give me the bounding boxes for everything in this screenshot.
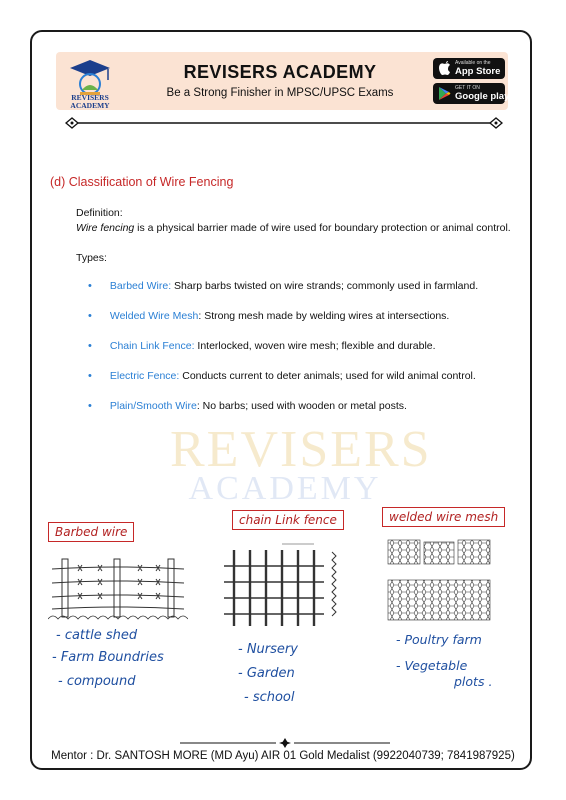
type-item	[88, 310, 449, 322]
apple-icon	[438, 61, 451, 76]
welded-mesh-sketch	[384, 536, 494, 628]
welded-use-1: - Poultry farm	[396, 632, 482, 647]
bullet-icon: •	[88, 280, 92, 292]
type-item	[88, 280, 478, 292]
type-term: Barbed Wire:	[109, 280, 172, 292]
ornamental-divider	[64, 116, 504, 130]
app-store-label: App Store	[455, 66, 501, 77]
watermark-line1: REVISERS	[170, 421, 432, 478]
chain-link-label: chain Link fence	[232, 510, 344, 530]
footer-mentor: Mentor : Dr. SANTOSH MORE (MD Ayu) AIR 01 Gold Medalist (9922040739; 7841987925)	[51, 750, 515, 762]
type-item	[88, 400, 407, 412]
academy-subtitle: Be a Strong Finisher in MPSC/UPSC Exams	[166, 87, 394, 99]
welded-use-3: plots .	[454, 674, 493, 689]
app-store-small: Available on the	[455, 60, 491, 66]
type-desc: Conducts current to deter animals; used for wild animal control.	[179, 370, 476, 382]
barbed-use-2: - Farm Boundries	[52, 650, 164, 665]
logo-text: REVISERS ACADEMY	[70, 93, 110, 110]
bullet-icon: •	[88, 310, 92, 322]
footer-ornament	[180, 738, 390, 748]
google-play-small: GET IT ON	[455, 85, 480, 91]
barbed-wire-sketch	[48, 555, 188, 625]
chain-use-2: - Garden	[238, 666, 295, 681]
type-desc: : No barbs; used with wooden or metal posts.	[196, 400, 407, 412]
bullet-icon: •	[88, 340, 92, 352]
bullet-icon: •	[88, 370, 92, 382]
type-desc: Sharp barbs twisted on wire strands; commonly used in farmland.	[171, 280, 479, 292]
welded-mesh-label: welded wire mesh	[382, 507, 505, 527]
bullet-icon: •	[88, 400, 92, 412]
type-term: Electric Fence:	[109, 370, 180, 382]
barbed-use-3: - compound	[58, 674, 136, 689]
definition-text	[76, 222, 511, 234]
definition-label: Definition:	[76, 207, 123, 219]
barbed-wire-label: Barbed wire	[48, 522, 134, 542]
google-play-icon	[438, 86, 451, 101]
definition-term: Wire fencing	[76, 222, 135, 234]
type-term: Welded Wire Mesh	[109, 310, 199, 322]
chain-use-1: - Nursery	[238, 642, 298, 657]
app-store-badge[interactable]	[433, 58, 505, 79]
chain-link-sketch	[216, 538, 356, 633]
google-play-badge[interactable]	[433, 83, 510, 104]
type-term: Chain Link Fence:	[109, 340, 195, 352]
chain-use-3: - school	[244, 690, 295, 705]
welded-use-2: - Vegetable	[396, 658, 468, 673]
google-play-label: Google play	[455, 91, 510, 102]
type-item	[88, 370, 476, 382]
academy-title: REVISERS ACADEMY	[183, 62, 377, 82]
watermark-line2: ACADEMY	[188, 470, 382, 507]
type-item	[88, 340, 436, 352]
types-label: Types:	[76, 252, 107, 264]
type-term: Plain/Smooth Wire	[109, 400, 197, 412]
definition-rest: is a physical barrier made of wire used for boundary protection or animal control.	[134, 222, 511, 234]
barbed-use-1: - cattle shed	[56, 628, 138, 643]
type-desc: : Strong mesh made by welding wires at intersections.	[198, 310, 450, 322]
section-heading: (d) Classification of Wire Fencing	[50, 175, 234, 189]
type-desc: Interlocked, woven wire mesh; flexible and durable.	[194, 340, 436, 352]
